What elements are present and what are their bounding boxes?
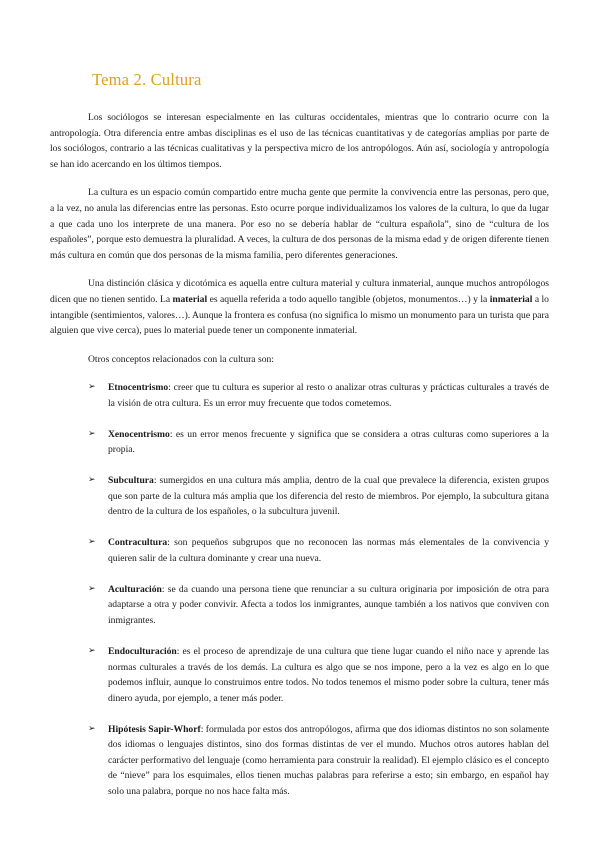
term-inmaterial: inmaterial (489, 293, 533, 305)
document-body (50, 110, 549, 815)
concept-text: : es un error menos frecuente y significa que se considera a otras culturas como superiores a la propia. (108, 428, 549, 456)
concept-etnocentrismo (50, 380, 549, 411)
concept-text: : son pequeños subgrupos que no reconocen las normas más elementales de la convivencia y quieren salir de la cultura dominante y crear una nueva. (108, 537, 549, 564)
paragraph-text: es aquella referida a todo aquello tangible (objetos, monumentos…) y la (207, 293, 490, 305)
arrow-bullet-icon: ➢ (88, 382, 96, 393)
paragraph-text: Una distinción clásica y dicotómica es aquella entre cultura material y cultura inmaterial, aunque muchos antropólogos dicen que no tienen sentido. La (50, 278, 549, 305)
paragraph-text: a lo intangible (sentimientos, valores…). Aunque la frontera es confusa (no significa lo mismo un monumento para un turista que para alguien que vive cerca), pues lo material puede tener un componente inmaterial. (50, 293, 549, 337)
concept-endoculturacion (50, 644, 549, 706)
concept-term: Subcultura (108, 475, 154, 487)
concept-term: Xenocentrismo (108, 428, 170, 440)
page-title: Tema 2. Cultura (92, 70, 202, 89)
arrow-bullet-icon: ➢ (88, 645, 96, 656)
arrow-bullet-icon: ➢ (88, 723, 96, 734)
concept-text: : es el proceso de aprendizaje de una cultura que tiene lugar cuando el niño nace y aprende las normas culturales a través de los demás. La cultura es algo que se nos impone, pero a la vez es algo en lo que podemos influir, aunque lo construimos entre todos. No todos tenemos el mismo poder sobre la cultura, tener más dinero ayuda, por ejemplo, a tener más poder. (108, 645, 549, 704)
concept-contracultura (50, 535, 549, 566)
arrow-bullet-icon: ➢ (88, 428, 96, 439)
concept-aculturacion (50, 582, 549, 629)
arrow-bullet-icon: ➢ (88, 537, 96, 548)
concepts-intro: Otros conceptos relacionados con la cultura son: (88, 353, 274, 365)
paragraph-culture-definition: La cultura es un espacio común compartido entre mucha gente que permite la convivencia entre las personas, pero que, a la vez, no anula las diferencias entre las personas. Esto ocurre porque individualizamos los valores de la cultura, lo que da lugar a que cada uno los interprete de una manera. Por eso no se debería hablar de “cultura española”, sino de “cultura de los españoles”, porque esto demuestra la pluralidad. A veces, la cultura de dos personas de la misma edad y de origen diferente tienen más cultura en común que dos personas de la misma familia, pero diferentes generaciones. (50, 187, 549, 261)
concept-sapir-whorf (50, 722, 549, 800)
concept-xenocentrismo (50, 427, 549, 458)
concept-term: Etnocentrismo (108, 382, 169, 394)
paragraph-material-inmaterial (50, 276, 549, 338)
concept-text: : se da cuando una persona tiene que renunciar a su cultura originaria por imposición de otra para adaptarse a otra y poder convivir. Afecta a todos los inmigrantes, aunque también a los nativos que conviven con inmigrantes. (108, 583, 549, 627)
paragraph-sociology-vs-anthropology: Los sociólogos se interesan especialmente en las culturas occidentales, mientras que lo contrario ocurre con la antropología. Otra diferencia entre ambas disciplinas es el uso de las técnicas cuantitativas y de categorías amplias por parte de los sociólogos, contrario a las técnicas cualitativas y la perspectiva micro de los antropólogos. Aún así, sociología y antropología se han ido acercando en los últimos tiempos. (50, 112, 549, 170)
concept-text: : sumergidos en una cultura más amplia, dentro de la cual que prevalece la diferencia, existen grupos que son parte de la cultura más amplia que los diferencia del resto de miembros. Por ejemplo, la subcultura gitana dentro de la cultura de los españoles, o la subcultura juvenil. (108, 475, 549, 518)
term-material: material (172, 293, 208, 305)
concept-term: Endoculturación (108, 645, 177, 657)
concept-text: : creer que tu cultura es superior al resto o analizar otras culturas y prácticas culturales a través de la visión de otra cultura. Es un error muy frecuente que todos cometemos. (108, 382, 549, 409)
concept-term: Contracultura (108, 537, 168, 549)
concept-subcultura (50, 473, 549, 520)
concept-term: Aculturación (108, 583, 162, 595)
arrow-bullet-icon: ➢ (88, 583, 96, 594)
concepts-list (50, 380, 549, 799)
arrow-bullet-icon: ➢ (88, 475, 96, 486)
concept-text: : formulada por estos dos antropólogos, afirma que dos idiomas distintos no son solamente dos idiomas o lenguajes distintos, sino dos formas distintas de ver el mundo. Muchos otros autores hablan del carácter performativo del lenguaje (como herramienta para construir la realidad). El ejemplo clásico es el concepto de “nieve” para los esquimales, ellos tienen muchas palabras para referirse a esto; sin embargo, en español hay solo una palabra, porque no nos hace falta más. (108, 723, 550, 797)
concept-term: Hipótesis Sapir-Whorf (108, 723, 201, 735)
